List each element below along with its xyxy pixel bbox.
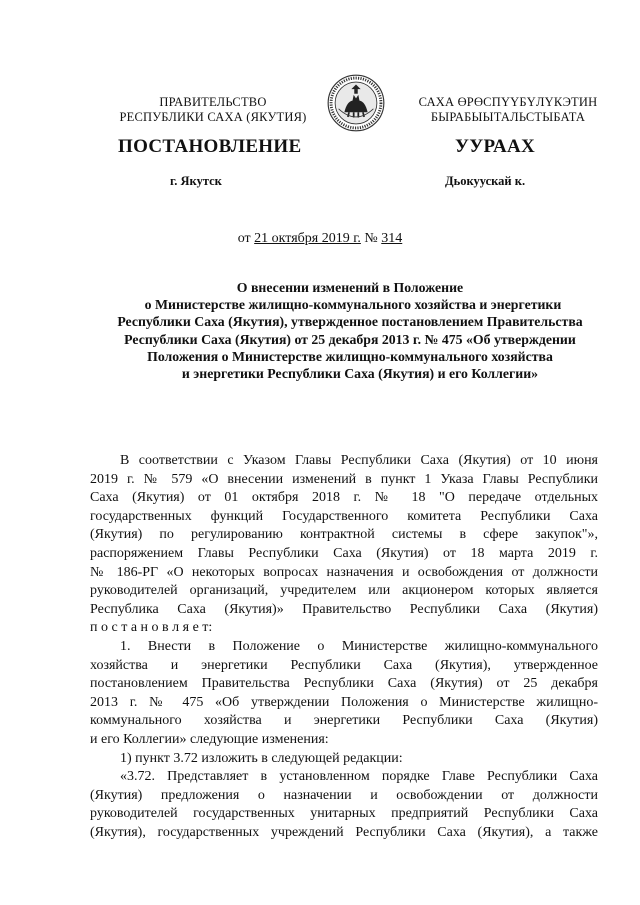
body-line: и его Коллегии» следующие изменения:: [90, 731, 329, 747]
document-type-russian: ПОСТАНОВЛЕНИЕ: [118, 136, 302, 157]
city-russian: г. Якутск: [170, 174, 222, 188]
body-line: 1. Внести в Положение о Министерстве жилищно-коммунального: [120, 638, 598, 654]
body-line: 1) пункт 3.72 изложить в следующей редакции:: [120, 750, 403, 766]
government-name-russian: [98, 95, 328, 125]
body-line: № 186-РГ «О некоторых вопросах назначения и освобождения от должности: [90, 564, 598, 580]
city-yakut: Дьокуускай к.: [445, 174, 526, 188]
body-line: Саха (Якутия) от 01 октября 2018 г. № 18 "О передаче отдельных: [90, 490, 598, 506]
document-date-number: [0, 231, 640, 247]
body-line: коммунального хозяйства и энергетики Республики Саха (Якутия): [90, 713, 598, 729]
subject-line: и энергетики Республики Саха (Якутия) и его Коллегии»: [181, 366, 539, 382]
header-left-line-2: РЕСПУБЛИКИ САХА (ЯКУТИЯ): [119, 110, 307, 124]
header-right-line-2: БЫРАБЫЫТАЛЬСТЫБАТА: [430, 110, 586, 124]
number-sign: №: [364, 231, 378, 246]
document-date: 21 октября 2019 г.: [254, 231, 361, 246]
body-line: 2019 г. № 579 «О внесении изменений в пункт 1 Указа Главы Республики: [90, 471, 598, 487]
document-subject: [60, 279, 640, 382]
subject-line: о Министерстве жилищно-коммунального хозяйства и энергетики: [144, 297, 562, 313]
body-line: (Якутия) предложения о назначении и освобождении от должности: [90, 787, 598, 803]
body-line: (Якутия), государственных учреждений Республики Саха (Якутия), а также: [90, 824, 598, 840]
header-right-line-1: САХА ӨРӨСПҮҮБҮЛҮКЭТИН: [418, 95, 598, 109]
date-prefix: от: [237, 231, 251, 246]
body-line: хозяйства и энергетики Республики Саха (Якутия), утвержденное: [90, 657, 598, 673]
body-line-decrees: п о с т а н о в л я е т:: [90, 620, 213, 636]
document-body: [90, 452, 598, 842]
subject-line: О внесении изменений в Положение: [236, 280, 464, 295]
subject-line: Республики Саха (Якутия) от 25 декабря 2013 г. № 475 «Об утверждении: [124, 331, 576, 347]
body-line: государственных функций Государственного комитета Республики Саха: [90, 508, 598, 524]
body-line: руководителей организаций, учредителем или акционером которых является: [90, 583, 598, 599]
body-line: Республика Саха (Якутия)» Правительство Республики Саха (Якутия): [90, 601, 598, 617]
government-name-yakut: [388, 95, 628, 125]
body-line: руководителей государственных унитарных предприятий Республики Саха: [90, 806, 598, 822]
body-line: постановлением Правительства Республики Саха (Якутия) от 25 декабря: [90, 676, 598, 692]
header-left-line-1: ПРАВИТЕЛЬСТВО: [159, 95, 267, 109]
body-line: «3.72. Представляет в установленном порядке Главе Республики Саха: [120, 769, 598, 785]
body-line: В соответствии с Указом Главы Республики Саха (Якутия) от 10 июня: [120, 453, 598, 468]
document-number: 314: [381, 231, 403, 246]
republic-emblem-icon: [327, 74, 385, 132]
body-line: 2013 г. № 475 «Об утверждении Положения о Министерстве жилищно-: [90, 694, 598, 710]
body-line: (Якутия) по регулированию контрактной системы в сфере закупок"»,: [90, 527, 598, 543]
document-type-yakut: УУРААХ: [455, 136, 536, 157]
body-line: распоряжением Главы Республики Саха (Якутия) от 18 марта 2019 г.: [90, 545, 598, 561]
subject-line: Положения о Министерстве жилищно-коммунального хозяйства: [147, 348, 553, 364]
subject-line: Республики Саха (Якутия), утвержденное постановлением Правительства: [117, 314, 583, 330]
